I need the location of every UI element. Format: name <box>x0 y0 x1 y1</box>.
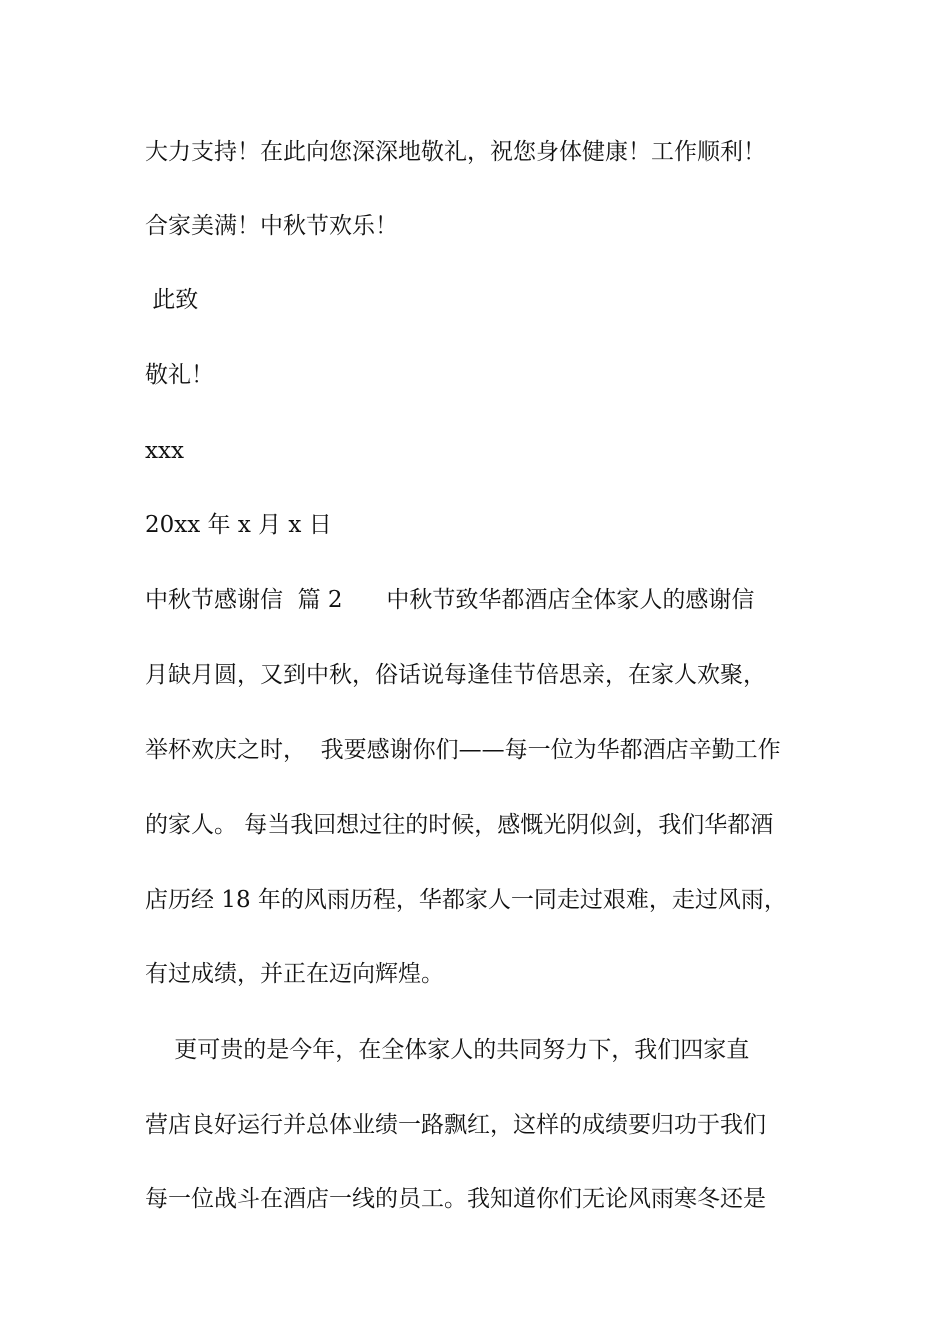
text-line: 合家美满！中秋节欢乐！ <box>145 213 398 239</box>
closing-phrase: 此致 <box>145 287 199 313</box>
text-line: 营店良好运行并总体业绩一路飘红，这样的成绩要归功于我们 <box>145 1112 766 1138</box>
date-line: 20xx 年 x 月 x 日 <box>145 512 332 538</box>
text-line: 的家人。 每当我回想过往的时候，感慨光阴似剑，我们华都酒 <box>145 812 774 838</box>
text-line: 每一位战斗在酒店一线的员工。我知道你们无论风雨寒冬还是 <box>145 1186 766 1212</box>
text-line: 举杯欢庆之时， 我要感谢你们——每一位为华都酒店辛勤工作 <box>145 737 781 763</box>
salutation: 敬礼！ <box>145 362 214 388</box>
text-line: 店历经 18 年的风雨历程，华都家人一同走过艰难，走过风雨， <box>145 887 787 913</box>
section-heading: 中秋节感谢信 篇 2 中秋节致华都酒店全体家人的感谢信 <box>145 587 755 613</box>
text-line: 有过成绩，并正在迈向辉煌。 <box>145 961 444 987</box>
paragraph-start: 更可贵的是今年，在全体家人的共同努力下，我们四家直 <box>145 1037 750 1063</box>
text-line: 月缺月圆，又到中秋，俗话说每逢佳节倍思亲，在家人欢聚， <box>145 662 766 688</box>
signature: xxx <box>145 438 184 464</box>
text-line: 大力支持！在此向您深深地敬礼，祝您身体健康！工作顺利！ <box>145 139 766 165</box>
